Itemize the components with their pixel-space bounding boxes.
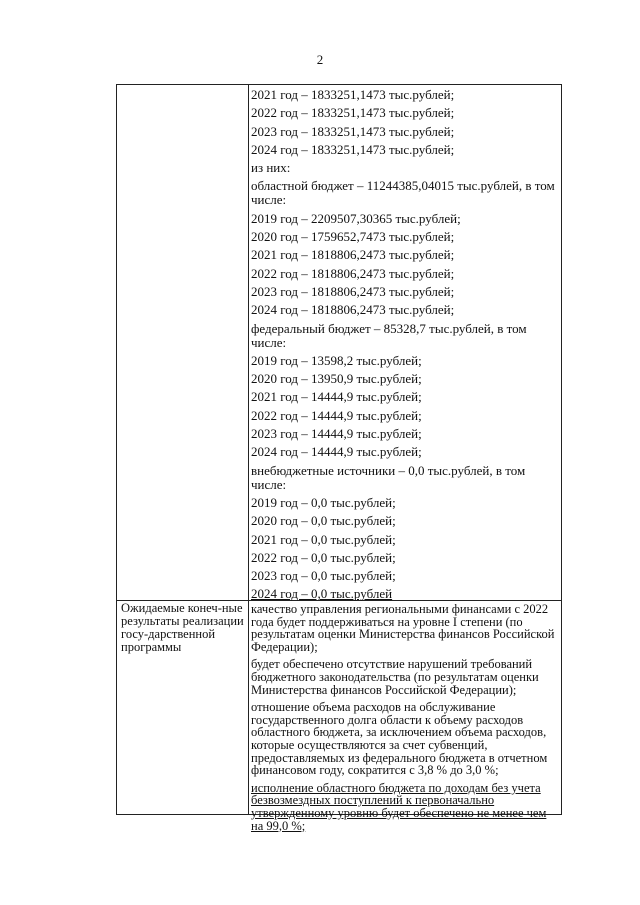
funding-line: 2021 год – 1833251,1473 тыс.рублей; [251,87,455,102]
funding-line: 2019 год – 2209507,30365 тыс.рублей; [251,210,461,226]
funding-line: из них: [251,160,291,176]
funding-source-heading: федеральный бюджет – 85328,7 тыс.рублей, в том числе: [251,320,527,350]
funding-line: 2020 год – 1759652,7473 тыс.рублей; [251,229,455,245]
funding-line: 2022 год – 1818806,2473 тыс.рублей; [251,265,455,281]
column-divider [248,85,249,814]
funding-line: 2024 год – 0,0 тыс.рублей [251,586,393,602]
funding-line: 2023 год – 0,0 тыс.рублей; [251,568,396,584]
funding-line: 2023 год – 1833251,1473 тыс.рублей; [251,123,455,139]
funding-line: 2023 год – 1818806,2473 тыс.рублей; [251,283,455,299]
expected-result-item: исполнение областного бюджета по доходам без учета безвозмездных поступлений к первоначально утвержденному уровню будет обеспечено не менее чем на 99,0 %; [251,780,547,833]
funding-line: 2024 год – 14444,9 тыс.рублей; [251,444,422,460]
funding-volume-cell [251,88,559,606]
expected-results-cell [251,603,559,837]
expected-result-item: отношение объема расходов на обслуживание государственного долга области к объему расходов областного бюджета, за исключением объема расходов, которые осуществляются за счет субвенций, предоставляемых из федерального бюджета в отчетном финансовом году, сократится с 3,8 % до 3,0 %; [251,700,548,778]
funding-line: 2019 год – 0,0 тыс.рублей; [251,494,396,510]
expected-result-item: качество управления региональными финансами с 2022 года будет поддерживаться на уровне I степени (по результатам оценки Министерства финансов Российской Федерации); [251,602,555,654]
funding-line: 2024 год – 1818806,2473 тыс.рублей; [251,302,455,318]
funding-source-heading: внебюджетные источники – 0,0 тыс.рублей, в том числе: [251,462,526,492]
funding-line: 2022 год – 14444,9 тыс.рублей; [251,407,422,423]
funding-line: 2021 год – 0,0 тыс.рублей; [251,531,396,547]
program-passport-table [116,84,562,833]
funding-line: 2020 год – 13950,9 тыс.рублей; [251,371,422,387]
funding-source-heading: областной бюджет – 11244385,04015 тыс.рублей, в том числе: [251,178,555,208]
funding-line: 2019 год – 13598,2 тыс.рублей; [251,352,422,368]
funding-line: 2023 год – 14444,9 тыс.рублей; [251,426,422,442]
funding-line: 2024 год – 1833251,1473 тыс.рублей; [251,141,455,157]
results-row-label: Ожидаемые конеч-ные результаты реализации госу-дарственной программы [121,601,244,654]
funding-line: 2021 год – 14444,9 тыс.рублей; [251,389,422,405]
expected-result-item: будет обеспечено отсутствие нарушений требований бюджетного законодательства (по результатам оценки Министерства финансов Российской Федерации); [251,657,539,697]
funding-line: 2022 год – 1833251,1473 тыс.рублей; [251,105,455,121]
page-number: 2 [316,52,324,67]
funding-line: 2021 год – 1818806,2473 тыс.рублей; [251,247,455,263]
funding-line: 2020 год – 0,0 тыс.рублей; [251,513,396,529]
funding-line: 2022 год – 0,0 тыс.рублей; [251,549,396,565]
